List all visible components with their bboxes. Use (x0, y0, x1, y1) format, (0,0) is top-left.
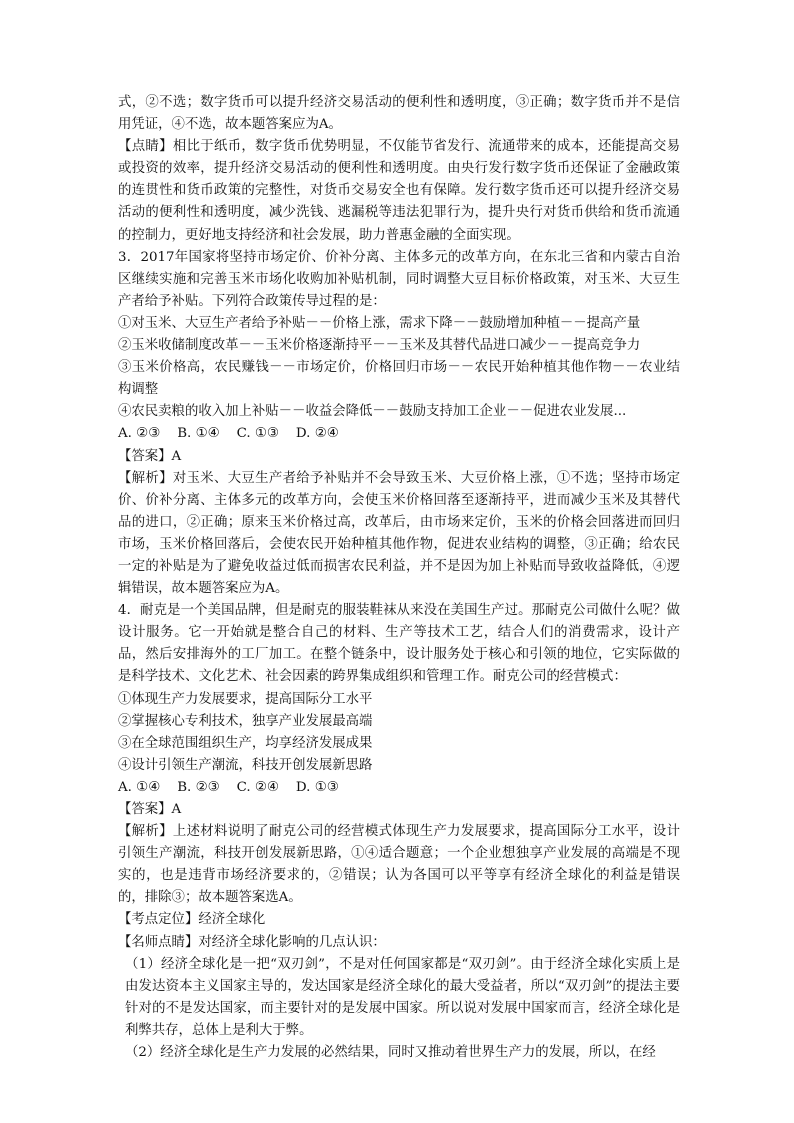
paragraph-answer-continuation: 式，②不选；数字货币可以提升经济交易活动的便利性和透明度，③正确；数字货币并不是信用凭证，④不选，故本题答案应为A。 (118, 95, 680, 133)
question-3-answer: 【答案】A (118, 448, 182, 464)
paragraph-tip: 【点睛】相比于纸币，数字货币优势明显，不仅能节省发行、流通带来的成本，还能提高交易或投资的效率，提升经济交易活动的便利性和透明度。由央行发行数字货币还保证了金融政策的连贯性和货币政策的完整性，对货币交易安全也有保障。发行数字货币还可以提升经济交易活动的便利性和透明度，减少洗钱、逃漏税等违法犯罪行为，提升央行对货币供给和货币流通的控制力，更好地支持经济和社会发展，助力普惠金融的全面实现。 (118, 139, 680, 243)
question-3-option-4: ④农民卖粮的收入加上补贴－－收益会降低－－鼓励支持加工企业－－促进农业发展... (118, 404, 627, 420)
question-3-option-3: ③玉米价格高，农民赚钱－－市场定价，价格回归市场－－农民开始种植其他作物－－农业结构调整 (118, 360, 680, 398)
teacher-tip-point-2: （2）经济全球化是生产力发展的必然结果，同时又推动着世界生产力的发展，所以，在经 (125, 1045, 656, 1061)
question-4-teacher-tip: 【名师点睛】对经济全球化影响的几点认识： (118, 934, 386, 950)
question-4-option-1: ①体现生产力发展要求，提高国际分工水平 (118, 691, 373, 707)
question-4-stem: 4．耐克是一个美国品牌，但是耐克的服装鞋袜从来没在美国生产过。那耐克公司做什么呢？做设计服务。它一开始就是整合自己的材料、生产等技术工艺，结合人们的消费需求，设计产品，然后安排海外的工厂加工。在整个链条中，设计服务处于核心和引领的地位，它实际做的是科学技术、文化艺术、社会因素的跨界集成组织和管理工作。耐克公司的经营模式： (118, 603, 680, 685)
question-3-analysis: 【解析】对玉米、大豆生产者给予补贴并不会导致玉米、大豆价格上涨，①不选；坚持市场定价、价补分离、主体多元的改革方向，会使玉米价格回落至逐渐持平，进而减少玉米及其替代品的进口，②正确；原来玉米价格过高，改革后，由市场来定价，玉米的价格会回落进而回归市场，玉米价格回落后，会使农民开始种植其他作物，促进农业结构的调整，③正确；给农民一定的补贴是为了避免收益过低而损害农民利益，并不是因为加上补贴而导致收益降低，④逻辑错误，故本题答案应为A。 (118, 470, 680, 597)
question-4-analysis: 【解析】上述材料说明了耐克公司的经营模式体现生产力发展要求，提高国际分工水平，设计引领生产潮流，科技开创发展新思路，①④适合题意；一个企业想独享产业发展的高端是不现实的，也是违背市场经济要求的，②错误；认为各国可以平等享有经济全球化的利益是错误的，排除③；故本题答案选A。 (118, 824, 680, 906)
question-4-choices: A. ①④ B. ②③ C. ②④ D. ①③ (118, 779, 339, 795)
teacher-tip-point-1: （1）经济全球化是一把“双刃剑”，不是对任何国家都是“双刃剑”。由于经济全球化实质上是由发达资本主义国家主导的，发达国家是经济全球化的最大受益者，所以“双刃剑”的提法主要针对的不是发达国家，而主要针对的是发展中国家。所以说对发展中国家而言，经济全球化是利弊共存，总体上是利大于弊。 (125, 956, 680, 1038)
question-3-option-2: ②玉米收储制度改革－－玉米价格逐渐持平－－玉米及其替代品进口减少－－提高竞争力 (118, 338, 641, 354)
question-3-choices: A. ②③ B. ①④ C. ①③ D. ②④ (118, 426, 339, 442)
document-body (118, 92, 680, 1064)
question-4-option-3: ③在全球范围组织生产，均享经济发展成果 (118, 735, 373, 751)
question-4-option-2: ②掌握核心专利技术，独享产业发展最高端 (118, 713, 373, 729)
question-4-option-4: ④设计引领生产潮流，科技开创发展新思路 (118, 757, 373, 773)
question-4-topic: 【考点定位】经济全球化 (118, 912, 266, 928)
question-3-stem: 3．2017年国家将坚持市场定价、价补分离、主体多元的改革方向，在东北三省和内蒙古自治区继续实施和完善玉米市场化收购加补贴机制，同时调整大豆目标价格政策，对玉米、大豆生产者给予补贴。下列符合政策传导过程的是： (118, 249, 680, 309)
question-3-option-1: ①对玉米、大豆生产者给予补贴－－价格上涨，需求下降－－鼓励增加种植－－提高产量 (118, 315, 641, 331)
question-4-answer: 【答案】A (118, 802, 182, 817)
